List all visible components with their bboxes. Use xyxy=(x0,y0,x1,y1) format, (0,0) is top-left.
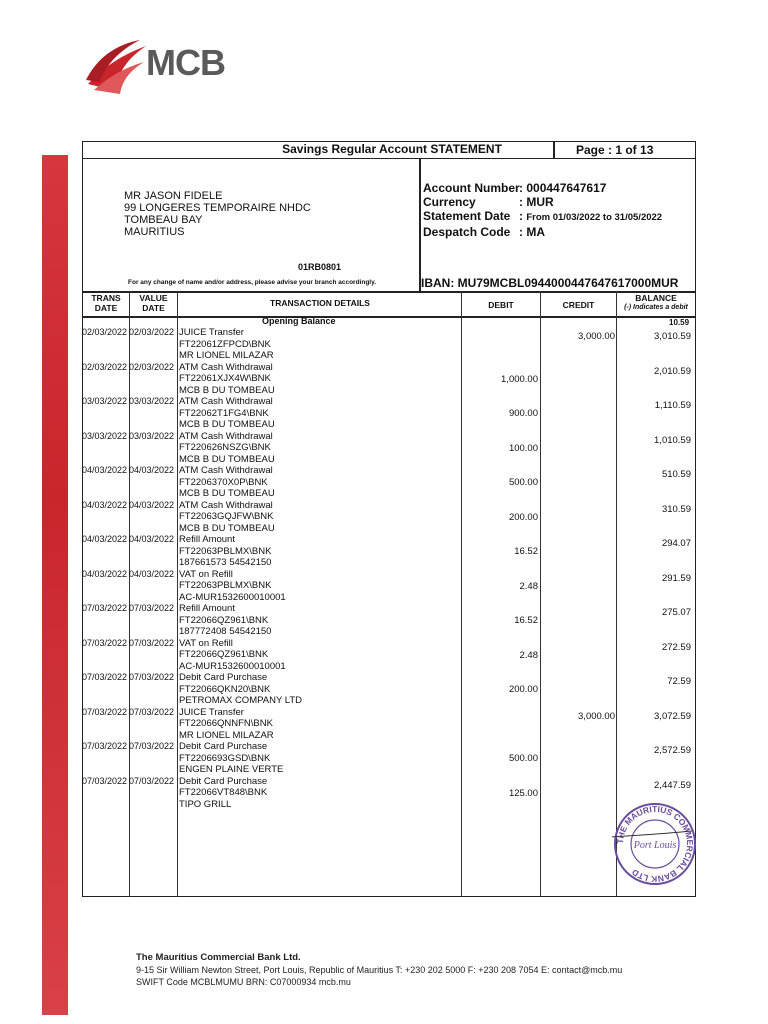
value-date: 07/03/2022 xyxy=(129,775,175,786)
transaction-details xyxy=(179,431,459,466)
detail-line: Debit Card Purchase xyxy=(179,775,268,787)
debit-amount: 500.00 xyxy=(508,477,538,488)
transaction-details xyxy=(179,741,459,776)
balance-amount: 294.07 xyxy=(661,538,691,549)
detail-line: MR LIONEL MILAZAR xyxy=(179,729,274,741)
page-number: Page : 1 of 13 xyxy=(576,143,654,157)
credit-amount: 3,000.00 xyxy=(578,331,615,342)
trans-date: 04/03/2022 xyxy=(82,499,128,510)
value-date: 07/03/2022 xyxy=(129,672,175,682)
despatch-code: MA xyxy=(526,225,546,239)
transaction-details xyxy=(179,672,459,707)
mcb-logo xyxy=(84,36,234,96)
debit-amount: 16.52 xyxy=(514,615,538,626)
statement-date: From 01/03/2022 to 31/05/2022 xyxy=(526,212,663,223)
detail-line: MCB B DU TOMBEAU xyxy=(179,419,275,430)
transaction-details xyxy=(179,776,459,811)
detail-line: MR LIONEL MILAZAR xyxy=(179,350,274,361)
detail-line: ATM Cash Withdrawal xyxy=(179,396,273,407)
detail-line: FT22066VT848\BNK xyxy=(179,787,268,798)
statement-title: Savings Regular Account STATEMENT xyxy=(282,142,502,156)
value-date: 04/03/2022 xyxy=(129,465,175,475)
trans-date: 07/03/2022 xyxy=(82,775,128,786)
footer-address: 9-15 Sir William Newton Street, Port Louis, Republic of Mauritius T: +230 202 5000 F: +230 208 7054 E: contact@mcb.mu xyxy=(136,965,623,975)
detail-line: Debit Card Purchase xyxy=(179,672,268,683)
trans-date: 02/03/2022 xyxy=(82,361,128,372)
credit-amount: 3,000.00 xyxy=(578,710,615,722)
transaction-details xyxy=(179,569,459,604)
account-info: Account Number: 000447647617 Currency : MUR Statement Date : From 01/03/2022 to 31/05/2022 Despatch Code : MA xyxy=(423,181,663,239)
value-date: 02/03/2022 xyxy=(129,327,175,337)
debit-amount: 1,000.00 xyxy=(501,373,538,385)
value-date: 07/03/2022 xyxy=(129,603,175,613)
debit-amount: 500.00 xyxy=(508,753,538,764)
debit-amount: 2.48 xyxy=(519,580,538,592)
detail-line: FT22063GQJFW\BNK xyxy=(179,511,274,522)
opening-balance: 10.59 xyxy=(669,318,690,327)
detail-line: VAT on Refill xyxy=(179,568,233,580)
value-date: 04/03/2022 xyxy=(129,534,175,544)
detail-line: FT22066QZ961\BNK xyxy=(179,614,269,626)
footer-company: The Mauritius Commercial Bank Ltd. xyxy=(136,952,301,963)
trans-date: 07/03/2022 xyxy=(82,741,128,751)
detail-line: 187661573 54542150 xyxy=(179,557,272,568)
transaction-details xyxy=(179,500,459,535)
value-date: 07/03/2022 xyxy=(129,637,175,648)
trans-date: 07/03/2022 xyxy=(82,637,128,648)
trans-date: 04/03/2022 xyxy=(82,534,128,544)
sail-icon xyxy=(84,36,150,96)
detail-line: FT22066QKN20\BNK xyxy=(179,683,271,695)
debit-amount: 200.00 xyxy=(508,684,538,695)
account-number-label: Account Number xyxy=(423,181,520,195)
detail-line: FT22061XJX4W\BNK xyxy=(179,373,271,384)
trans-date: 07/03/2022 xyxy=(82,706,128,717)
address-line: TOMBEAU BAY xyxy=(124,214,203,226)
transaction-details xyxy=(179,465,459,500)
stamp-ring-text: THE MAURITIUS COMMERCIAL BANK LTD xyxy=(614,803,696,885)
value-date: 07/03/2022 xyxy=(129,741,175,751)
detail-line: MCB B DU TOMBEAU xyxy=(179,453,275,465)
transaction-details xyxy=(179,638,459,673)
debit-amount: 125.00 xyxy=(508,787,538,799)
detail-line: Refill Amount xyxy=(179,534,235,545)
balance-amount: 3,010.59 xyxy=(654,331,691,342)
logo-text: MCB xyxy=(146,42,225,83)
header-details: TRANSACTION DETAILS xyxy=(270,298,370,308)
balance-amount: 310.59 xyxy=(661,503,691,515)
trans-date: 03/03/2022 xyxy=(82,396,128,406)
account-number: 000447647617 xyxy=(526,181,607,195)
debit-amount: 2.48 xyxy=(519,649,538,661)
balance-amount: 1,010.59 xyxy=(654,434,691,446)
transaction-details xyxy=(179,707,459,742)
transaction-details xyxy=(179,396,459,431)
statement-date-label: Statement Date xyxy=(423,209,511,223)
debit-amount: 16.52 xyxy=(514,546,538,557)
detail-line: ATM Cash Withdrawal xyxy=(179,465,273,476)
bank-stamp xyxy=(612,801,698,887)
value-date: 03/03/2022 xyxy=(129,396,175,406)
detail-line: FT22063PBLMX\BNK xyxy=(179,580,272,591)
detail-line: FT22062T1FG4\BNK xyxy=(179,407,269,419)
title-divider xyxy=(553,141,555,159)
balance-amount: 2,572.59 xyxy=(654,745,691,756)
detail-line: JUICE Transfer xyxy=(179,327,244,338)
detail-line: VAT on Refill xyxy=(179,637,233,649)
table-header-bottom-rule xyxy=(82,316,696,318)
detail-line: PETROMAX COMPANY LTD xyxy=(179,695,302,706)
column-divider xyxy=(540,291,541,897)
stamp-center-text: Port Louis xyxy=(633,840,677,851)
balance-amount: 3,072.59 xyxy=(654,710,691,722)
detail-line: ATM Cash Withdrawal xyxy=(179,361,273,373)
header-divider xyxy=(419,159,421,291)
address-line: 99 LONGERES TEMPORAIRE NHDC xyxy=(124,202,311,214)
detail-line: ATM Cash Withdrawal xyxy=(179,499,273,511)
balance-note: (-) Indicates a debit xyxy=(624,304,688,311)
debit-amount: 100.00 xyxy=(508,442,538,454)
balance-amount: 1,110.59 xyxy=(654,400,691,411)
debit-amount: 200.00 xyxy=(508,511,538,523)
balance-amount: 2,447.59 xyxy=(654,779,691,791)
trans-date: 07/03/2022 xyxy=(82,672,128,682)
detail-line: ENGEN PLAINE VERTE xyxy=(179,764,284,775)
transaction-details xyxy=(179,362,459,397)
value-date: 03/03/2022 xyxy=(129,430,175,441)
header-debit: DEBIT xyxy=(488,300,514,310)
footer xyxy=(136,952,622,988)
detail-line: FT2206693GSD\BNK xyxy=(179,752,271,764)
detail-line: Refill Amount xyxy=(179,603,235,614)
detail-line: AC-MUR1532600010001 xyxy=(179,591,286,603)
detail-line: AC-MUR1532600010001 xyxy=(179,660,286,672)
detail-line: MCB B DU TOMBEAU xyxy=(179,384,275,396)
address-line: MAURITIUS xyxy=(124,226,185,238)
trans-date: 04/03/2022 xyxy=(82,465,128,475)
balance-amount: 72.59 xyxy=(667,676,691,687)
detail-line: FT220626NSZG\BNK xyxy=(179,442,271,453)
detail-line: JUICE Transfer xyxy=(179,706,244,718)
column-divider xyxy=(461,291,462,897)
balance-amount: 510.59 xyxy=(661,469,691,480)
footer-codes: SWIFT Code MCBLMUMU BRN: C07000934 mcb.mu xyxy=(136,977,351,987)
detail-line: TIPO GRILL xyxy=(179,798,232,810)
detail-line: FT22061ZFPCD\BNK xyxy=(179,338,271,350)
trans-date: 07/03/2022 xyxy=(82,603,128,613)
trans-date: 04/03/2022 xyxy=(82,568,128,579)
customer-address xyxy=(124,190,311,238)
column-divider xyxy=(129,291,130,897)
statement-title-row xyxy=(82,141,696,159)
header-credit: CREDIT xyxy=(562,300,595,310)
header-trans-date: TRANS DATE xyxy=(91,293,121,313)
currency-label: Currency xyxy=(423,195,476,209)
balance-label: BALANCE xyxy=(635,293,677,303)
iban: IBAN: MU79MCBL0944000447647617000MUR xyxy=(421,276,679,290)
transaction-details xyxy=(179,603,459,638)
balance-amount: 275.07 xyxy=(661,607,691,618)
transaction-details xyxy=(179,327,459,362)
detail-line: FT22063PBLMX\BNK xyxy=(179,545,272,557)
value-date: 04/03/2022 xyxy=(129,568,175,579)
value-date: 02/03/2022 xyxy=(129,361,175,372)
column-divider xyxy=(177,291,178,897)
branch-code: 01RB0801 xyxy=(298,262,342,272)
trans-date: 03/03/2022 xyxy=(82,430,128,441)
opening-balance-label: Opening Balance xyxy=(262,316,336,326)
trans-date: 02/03/2022 xyxy=(82,327,128,337)
debit-amount: 900.00 xyxy=(508,408,538,419)
detail-line: MCB B DU TOMBEAU xyxy=(179,522,275,534)
balance-amount: 291.59 xyxy=(661,572,691,584)
value-date: 07/03/2022 xyxy=(129,706,175,717)
transaction-details xyxy=(179,534,459,569)
balance-amount: 2,010.59 xyxy=(654,365,691,377)
balance-amount: 272.59 xyxy=(661,641,691,653)
detail-line: FT22066QZ961\BNK xyxy=(179,649,269,660)
detail-line: MCB B DU TOMBEAU xyxy=(179,488,275,499)
detail-line: ATM Cash Withdrawal xyxy=(179,430,273,442)
address-line: MR JASON FIDELE xyxy=(124,190,223,202)
detail-line: FT22066QNNFN\BNK xyxy=(179,718,273,729)
header-balance xyxy=(617,293,695,313)
header-value-date: VALUE DATE xyxy=(139,293,168,313)
despatch-code-label: Despatch Code xyxy=(423,225,511,239)
detail-line: Debit Card Purchase xyxy=(179,741,268,752)
detail-line: FT2206370X0P\BNK xyxy=(179,476,268,488)
value-date: 04/03/2022 xyxy=(129,499,175,510)
side-red-bar xyxy=(42,155,68,1015)
currency: MUR xyxy=(526,195,554,209)
detail-line: 187772408 54542150 xyxy=(179,626,272,637)
address-change-notice: For any change of name and/or address, please advise your branch accordingly. xyxy=(128,279,377,286)
